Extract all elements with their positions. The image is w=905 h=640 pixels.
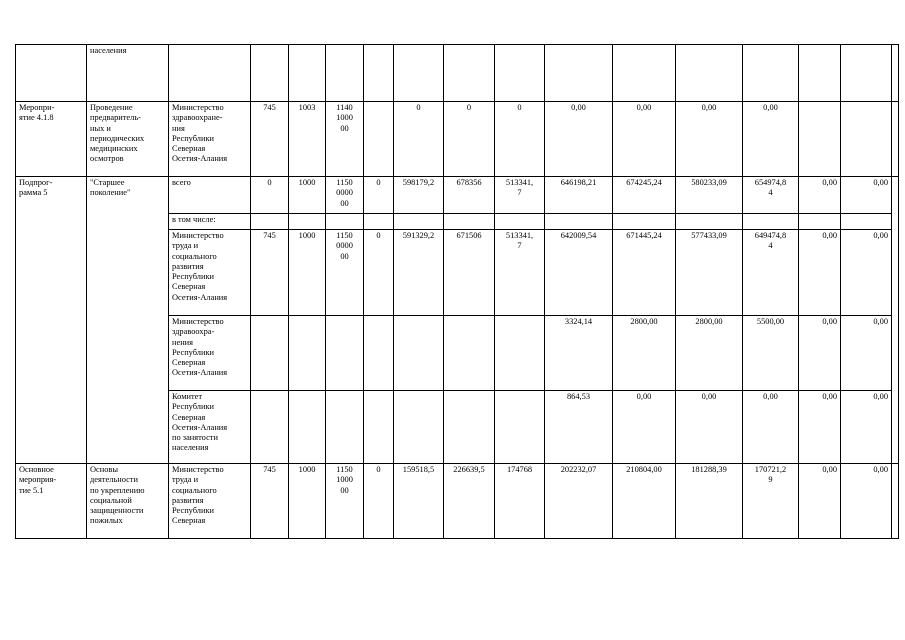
table-cell: 864,53: [545, 391, 613, 464]
table-cell: 580233,09: [676, 177, 743, 214]
table-cell: 598179,2: [394, 177, 444, 214]
table-cell: [289, 45, 326, 102]
table-cell: 2800,00: [613, 316, 676, 391]
table-cell: 226639,5: [444, 464, 495, 539]
table-cell: 0,00: [799, 316, 841, 391]
table-cell: 671506: [444, 230, 495, 316]
table-cell: [251, 214, 289, 230]
table-cell: [444, 214, 495, 230]
table-cell: [326, 45, 364, 102]
table-cell: [394, 391, 444, 464]
table-cell: 181288,39: [676, 464, 743, 539]
table-cell: [16, 45, 87, 102]
table-cell: [326, 391, 364, 464]
table-cell: [169, 45, 251, 102]
table-cell: [676, 214, 743, 230]
table-cell: 0,00: [841, 464, 892, 539]
table-cell: 642009,54: [545, 230, 613, 316]
table-cell: 0: [394, 102, 444, 177]
table-cell: 654974,8 4: [743, 177, 799, 214]
table-cell: [613, 214, 676, 230]
table-cell: 0,00: [743, 102, 799, 177]
table-cell: 674245,24: [613, 177, 676, 214]
table-cell: 0,00: [841, 177, 892, 214]
table-cell: [251, 391, 289, 464]
table-cell: 5500,00: [743, 316, 799, 391]
table-cell: 0: [364, 230, 394, 316]
table-cell: 513341, 7: [495, 230, 545, 316]
table-cell: 0,00: [613, 102, 676, 177]
table-cell: 2800,00: [676, 316, 743, 391]
table-cell: населения: [87, 45, 169, 102]
table-cell: [892, 45, 899, 102]
table-cell: [545, 214, 613, 230]
table-cell: 1150 0000 00: [326, 177, 364, 214]
table-cell: [495, 214, 545, 230]
table-cell: Проведение предваритель- ных и периодических медицинских осмотров: [87, 102, 169, 177]
table-cell: в том числе:: [169, 214, 251, 230]
table-cell: Министерство здравоохра- нения Республики Северная Осетия-Алания: [169, 316, 251, 391]
table-cell: [545, 45, 613, 102]
table-cell: 0,00: [545, 102, 613, 177]
table-cell: [613, 45, 676, 102]
table-cell: 1003: [289, 102, 326, 177]
table-cell: [394, 45, 444, 102]
table-cell: [799, 45, 841, 102]
table-cell: [676, 45, 743, 102]
table-cell: 1150 0000 00: [326, 230, 364, 316]
table-cell: 1000: [289, 464, 326, 539]
table-cell: 174768: [495, 464, 545, 539]
table-cell: [495, 391, 545, 464]
table-cell: 0,00: [799, 230, 841, 316]
table-row: [16, 177, 899, 214]
table-cell: 513341, 7: [495, 177, 545, 214]
table-cell: 0: [444, 102, 495, 177]
table-cell: Основы деятельности по укреплению социальной защищенности пожилых: [87, 464, 169, 539]
table-cell: 159518,5: [394, 464, 444, 539]
table-cell: 1000: [289, 177, 326, 214]
table-cell: Министерство труда и социального развития Республики Северная Осетия-Алания: [169, 230, 251, 316]
table-cell: [289, 316, 326, 391]
table-cell: [364, 316, 394, 391]
table-cell: 646198,21: [545, 177, 613, 214]
table-cell: 577433,09: [676, 230, 743, 316]
table-cell: [841, 102, 892, 177]
table-cell: [364, 102, 394, 177]
table-cell: 3324,14: [545, 316, 613, 391]
table-cell: 745: [251, 230, 289, 316]
table-cell: 0: [364, 464, 394, 539]
table-cell: Основное мероприя- тие 5.1: [16, 464, 87, 539]
table-cell: [743, 45, 799, 102]
table-cell: [394, 214, 444, 230]
table-cell: 1000: [289, 230, 326, 316]
table-cell: [289, 391, 326, 464]
table-cell: 678356: [444, 177, 495, 214]
table-cell: [364, 391, 394, 464]
table-cell: [326, 214, 364, 230]
table-cell: 649474,8 4: [743, 230, 799, 316]
table-cell: [364, 214, 394, 230]
table-cell: 0: [364, 177, 394, 214]
table-cell: [364, 45, 394, 102]
table-cell: [799, 214, 841, 230]
table-cell: [394, 316, 444, 391]
table-cell: [251, 316, 289, 391]
table-cell: 202232,07: [545, 464, 613, 539]
table-cell: "Старшее поколение": [87, 177, 169, 464]
table-cell: [444, 391, 495, 464]
table-row: [16, 45, 899, 102]
table-row: [16, 464, 899, 539]
table-cell: 210804,00: [613, 464, 676, 539]
table-cell: 0: [251, 177, 289, 214]
table-cell: 1140 1000 00: [326, 102, 364, 177]
budget-table: [15, 44, 899, 539]
table-cell: 0,00: [841, 230, 892, 316]
table-cell: 0,00: [676, 102, 743, 177]
table-cell: [495, 316, 545, 391]
table-cell: Подпрог- рамма 5: [16, 177, 87, 464]
table-cell: 1150 1000 00: [326, 464, 364, 539]
table-cell: 591329,2: [394, 230, 444, 316]
table-cell: [799, 102, 841, 177]
table-cell: 0,00: [841, 316, 892, 391]
table-cell: 745: [251, 464, 289, 539]
table-cell: [841, 214, 892, 230]
table-cell: Министерство здравоохране- ния Республики Северная Осетия-Алания: [169, 102, 251, 177]
table-cell: 671445,24: [613, 230, 676, 316]
table-cell: [444, 45, 495, 102]
table-cell: [743, 214, 799, 230]
table-cell: Комитет Республики Северная Осетия-Алания по занятости населения: [169, 391, 251, 464]
table-row: [16, 102, 899, 177]
table-cell: 0: [495, 102, 545, 177]
table-cell: [841, 45, 892, 102]
table-cell: 0,00: [841, 391, 892, 464]
table-cell: 0,00: [676, 391, 743, 464]
table-cell: 745: [251, 102, 289, 177]
table-cell: 0,00: [743, 391, 799, 464]
table-cell: 0,00: [799, 177, 841, 214]
table-cell: Министерство труда и социального развития Республики Северная: [169, 464, 251, 539]
table-cell: 170721,2 9: [743, 464, 799, 539]
table-cell: всего: [169, 177, 251, 214]
table-cell: [289, 214, 326, 230]
table-cell: [251, 45, 289, 102]
table-cell: 0,00: [799, 391, 841, 464]
table-cell: 0,00: [799, 464, 841, 539]
table-cell: [892, 177, 899, 464]
table-cell: [326, 316, 364, 391]
table-cell: Меропри- ятие 4.1.8: [16, 102, 87, 177]
table-cell: [495, 45, 545, 102]
table-cell: [444, 316, 495, 391]
table-cell: [892, 102, 899, 177]
table-cell: [892, 464, 899, 539]
table-cell: 0,00: [613, 391, 676, 464]
